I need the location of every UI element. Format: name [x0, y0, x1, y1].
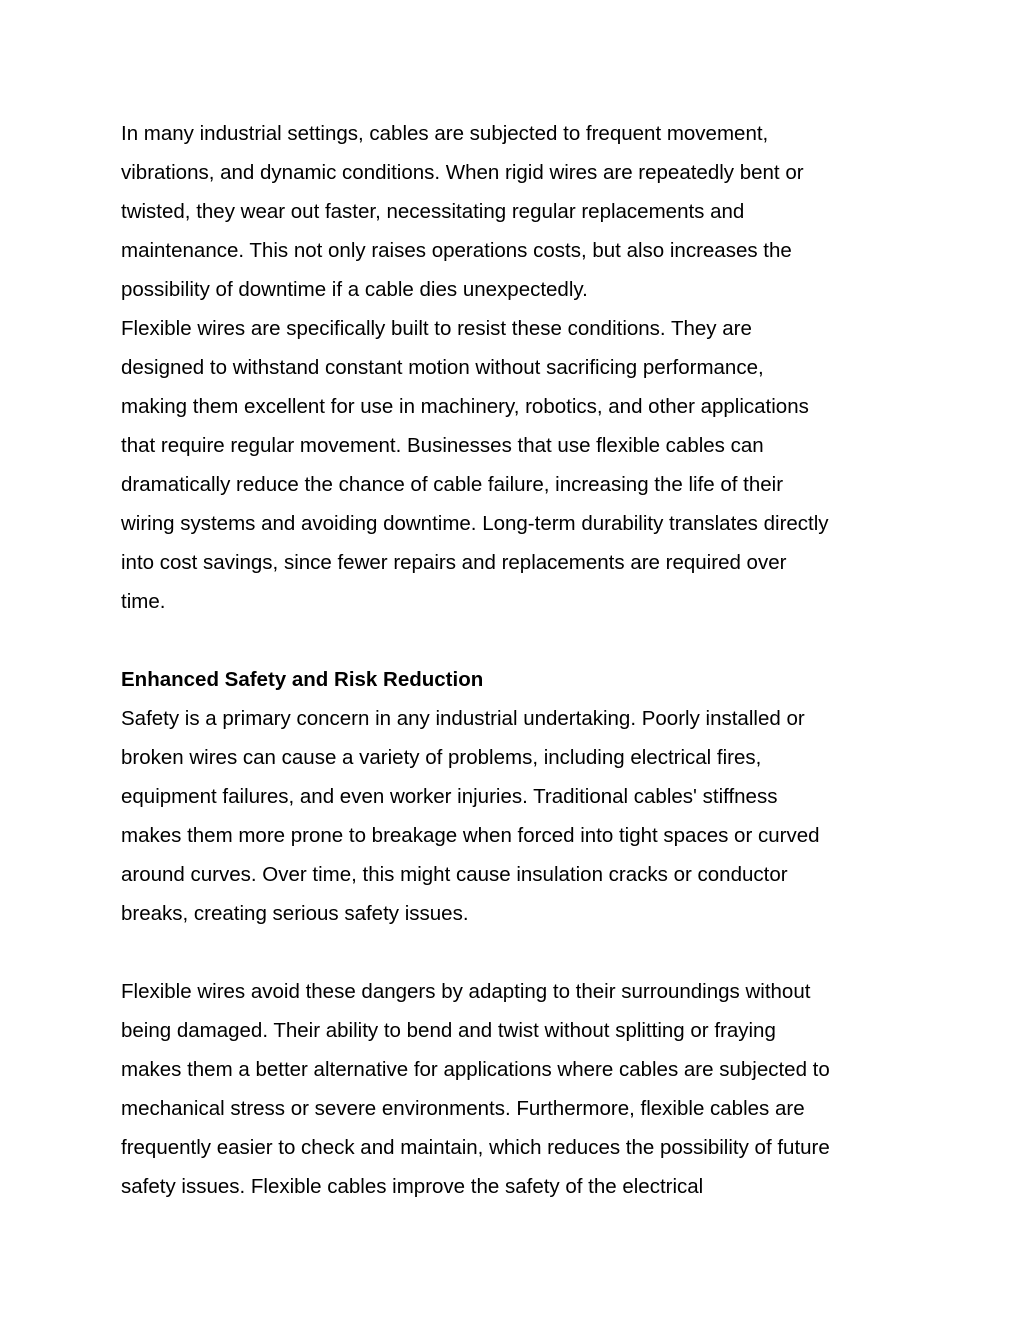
text-line: vibrations, and dynamic conditions. When rigid wires are repeatedly bent or — [121, 161, 804, 184]
paragraph-spacer — [121, 621, 911, 660]
text-line: Flexible wires are specifically built to resist these conditions. They are — [121, 317, 752, 340]
text-line: twisted, they wear out faster, necessitating regular replacements and — [121, 200, 745, 223]
text-line: breaks, creating serious safety issues. — [121, 902, 469, 925]
text-line: time. — [121, 590, 166, 613]
text-line: making them excellent for use in machinery, robotics, and other applications — [121, 395, 809, 418]
text-line: designed to withstand constant motion without sacrificing performance, — [121, 356, 764, 379]
paragraph-movement-conditions — [121, 114, 911, 309]
paragraph-safety-concern — [121, 699, 911, 933]
text-line: safety issues. Flexible cables improve the safety of the electrical — [121, 1175, 704, 1198]
paragraph-spacer — [121, 933, 911, 972]
text-line: Flexible wires avoid these dangers by adapting to their surroundings without — [121, 980, 811, 1003]
text-line: equipment failures, and even worker injuries. Traditional cables' stiffness — [121, 785, 778, 808]
text-line: makes them more prone to breakage when forced into tight spaces or curved — [121, 824, 820, 847]
section-heading: Enhanced Safety and Risk Reduction — [121, 668, 484, 691]
text-line: Safety is a primary concern in any industrial undertaking. Poorly installed or — [121, 707, 805, 730]
text-line: In many industrial settings, cables are subjected to frequent movement, — [121, 122, 769, 145]
text-line: frequently easier to check and maintain, which reduces the possibility of future — [121, 1136, 830, 1159]
paragraph-flexible-wires-durability — [121, 309, 911, 621]
text-line: possibility of downtime if a cable dies unexpectedly. — [121, 278, 588, 301]
text-line: into cost savings, since fewer repairs and replacements are required over — [121, 551, 787, 574]
text-line: that require regular movement. Businesses that use flexible cables can — [121, 434, 764, 457]
paragraph-flexible-wires-safety — [121, 972, 911, 1206]
text-line: dramatically reduce the chance of cable failure, increasing the life of their — [121, 473, 784, 496]
text-line: wiring systems and avoiding downtime. Long-term durability translates directly — [121, 512, 829, 535]
document-page — [121, 114, 911, 1206]
text-line: maintenance. This not only raises operations costs, but also increases the — [121, 239, 792, 262]
text-line: broken wires can cause a variety of problems, including electrical fires, — [121, 746, 762, 769]
text-line: mechanical stress or severe environments. Furthermore, flexible cables are — [121, 1097, 805, 1120]
text-line: around curves. Over time, this might cause insulation cracks or conductor — [121, 863, 788, 886]
text-line: being damaged. Their ability to bend and twist without splitting or fraying — [121, 1019, 776, 1042]
text-line: makes them a better alternative for applications where cables are subjected to — [121, 1058, 830, 1081]
